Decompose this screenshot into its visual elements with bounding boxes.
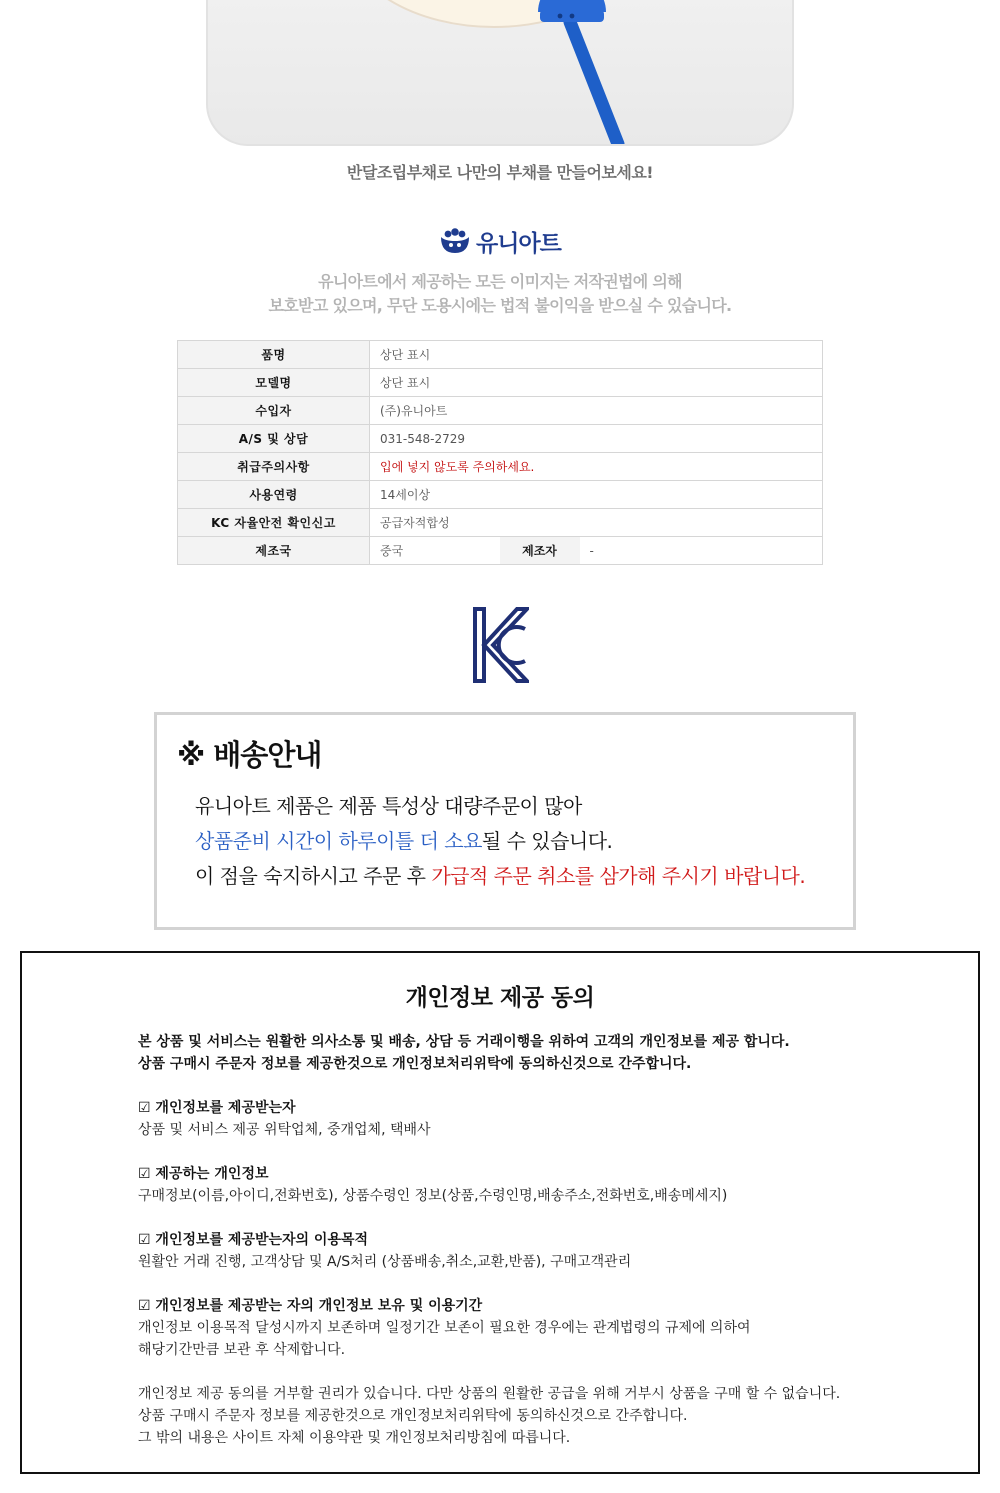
privacy-intro	[138, 1031, 790, 1075]
brand-logo	[438, 224, 561, 258]
table-row	[178, 397, 823, 425]
copyright-line: 보호받고 있으며, 무단 도용시에는 법적 불이익을 받으실 수 있습니다.	[268, 296, 732, 315]
table-row	[178, 369, 823, 397]
spec-value: 14세이상	[370, 481, 823, 509]
spec-value: 중국	[370, 537, 500, 565]
privacy-section-text: 상품 및 서비스 제공 위탁업체, 중개업체, 택배사	[138, 1122, 431, 1138]
privacy-section-text: 해당기간만큼 보관 후 삭제합니다.	[138, 1342, 346, 1358]
shipping-text	[195, 789, 805, 894]
shipping-line	[195, 824, 805, 859]
privacy-section-heading: ☑ 개인정보를 제공받는자의 이용목적	[138, 1232, 369, 1248]
table-row	[178, 453, 823, 481]
privacy-consent	[20, 951, 980, 1474]
spec-label: A/S 및 상담	[178, 425, 370, 453]
spec-value: 상단 표시	[370, 341, 823, 369]
spec-label: 제조국	[178, 537, 370, 565]
privacy-section-text: 구매정보(이름,아이디,전화번호), 상품수령인 정보(상품,수령인명,배송주소,전화번호,배송메세지)	[138, 1188, 728, 1204]
spec-value: 입에 넣지 않도록 주의하세요.	[370, 453, 823, 481]
privacy-intro-line: 상품 구매시 주문자 정보를 제공한것으로 개인정보처리위탁에 동의하신것으로 간주합니다.	[138, 1056, 692, 1072]
product-caption: 반달조립부채로 나만의 부채를 만들어보세요!	[346, 163, 654, 182]
shipping-warning: 가급적 주문 취소를 삼가해 주시기 바랍니다.	[431, 864, 806, 888]
shipping-line	[195, 859, 805, 894]
privacy-section-heading: ☑ 제공하는 개인정보	[138, 1166, 269, 1182]
spec-value: -	[580, 537, 823, 565]
spec-label: 취급주의사항	[178, 453, 370, 481]
privacy-section	[138, 1097, 431, 1141]
privacy-outro-line: 개인정보 제공 동의를 거부할 권리가 있습니다. 다만 상품의 원활한 공급을 위해 거부시 상품을 구매 할 수 없습니다.	[138, 1386, 841, 1402]
table-row	[178, 425, 823, 453]
privacy-section	[138, 1163, 727, 1207]
spec-value: 공급자적합성	[370, 509, 823, 537]
spec-label: 사용연령	[178, 481, 370, 509]
table-row	[178, 509, 823, 537]
table-row	[178, 537, 823, 565]
spec-label: 제조자	[500, 537, 580, 565]
spec-value: 상단 표시	[370, 369, 823, 397]
privacy-outro	[138, 1383, 840, 1449]
spec-value: (주)유니아트	[370, 397, 823, 425]
privacy-outro-line: 상품 구매시 주문자 정보를 제공한것으로 개인정보처리위탁에 동의하신것으로 간주합니다.	[138, 1408, 688, 1424]
shipping-notice	[154, 712, 856, 930]
spec-label: 모델명	[178, 369, 370, 397]
shipping-highlight: 상품준비 시간이 하루이틀 더 소요	[195, 829, 482, 853]
privacy-section-heading: ☑ 개인정보를 제공받는 자의 개인정보 보유 및 이용기간	[138, 1298, 483, 1314]
copyright-notice	[0, 270, 1000, 318]
table-row	[178, 341, 823, 369]
copyright-line: 유니아트에서 제공하는 모든 이미지는 저작권법에 의해	[318, 272, 682, 291]
kc-certification-icon	[473, 607, 529, 683]
product-photo	[206, 0, 794, 146]
fan-illustration	[208, 0, 794, 146]
shipping-text-span: 될 수 있습니다.	[481, 829, 613, 853]
privacy-section	[138, 1295, 751, 1361]
shipping-text-span: 이 점을 숙지하시고 주문 후	[195, 864, 432, 888]
table-row	[178, 481, 823, 509]
spec-value: 031-548-2729	[370, 425, 823, 453]
privacy-outro-line: 그 밖의 내용은 사이트 자체 이용약관 및 개인정보처리방침에 따릅니다.	[138, 1430, 571, 1446]
shipping-line: 유니아트 제품은 제품 특성상 대량주문이 많아	[195, 794, 582, 818]
product-spec-table	[177, 340, 823, 565]
spec-label: 품명	[178, 341, 370, 369]
privacy-section-text: 개인정보 이용목적 달성시까지 보존하며 일정기간 보존이 필요한 경우에는 관계법령의 규제에 의하여	[138, 1320, 751, 1336]
uniart-logo-icon	[438, 227, 472, 255]
privacy-intro-line: 본 상품 및 서비스는 원활한 의사소통 및 배송, 상담 등 거래이행을 위하여 고객의 개인정보를 제공 합니다.	[138, 1034, 790, 1050]
spec-label: 수입자	[178, 397, 370, 425]
shipping-title: ※ 배송안내	[177, 738, 322, 772]
spec-label: KC 자율안전 확인신고	[178, 509, 370, 537]
privacy-section-text: 원활안 거래 진행, 고객상담 및 A/S처리 (상품배송,취소,교환,반품), 구매고객관리	[138, 1254, 632, 1270]
privacy-section	[138, 1229, 631, 1273]
privacy-title: 개인정보 제공 동의	[405, 985, 595, 1011]
privacy-section-heading: ☑ 개인정보를 제공받는자	[138, 1100, 296, 1116]
brand-name: 유니아트	[476, 230, 561, 257]
